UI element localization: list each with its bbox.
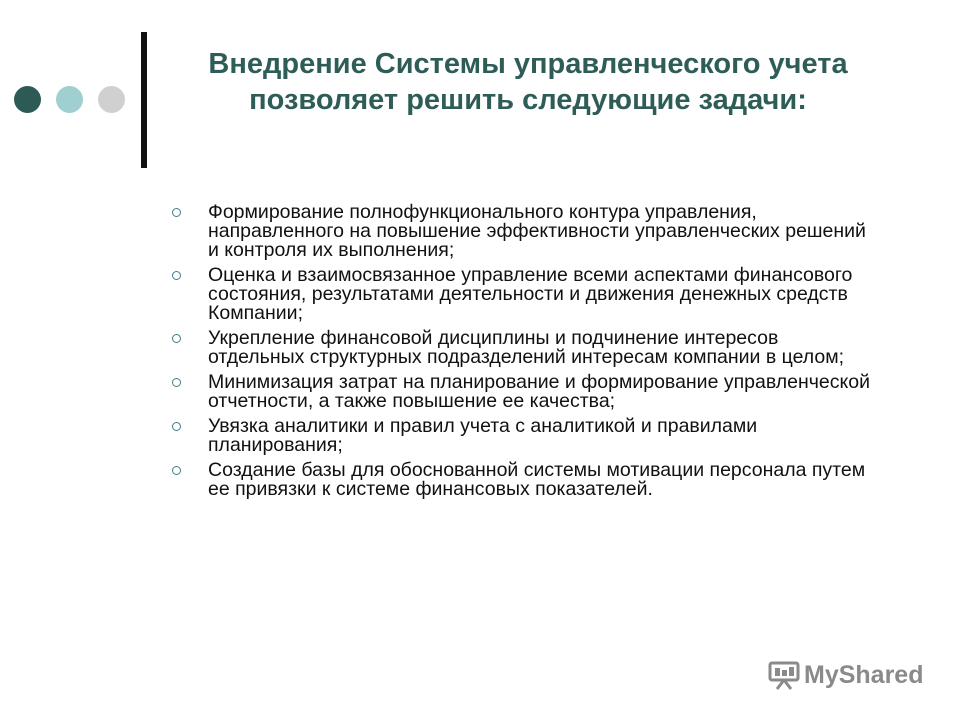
watermark-text: MyShared [804, 660, 924, 689]
task-list [170, 203, 870, 505]
slide-title-line-2: позволяет решить следующие задачи: [249, 84, 807, 116]
list-item-text: Увязка аналитики и правил учета с аналитикой и правилами планирования; [208, 415, 758, 456]
myshared-watermark [768, 658, 923, 692]
list-item-text: Создание базы для обоснованной системы мотивации персонала путем ее привязки к системе финансовых показателей. [208, 459, 866, 500]
list-item-text: Укрепление финансовой дисциплины и подчинение интересов отдельных структурных подразделений интересам компании в целом; [208, 327, 845, 368]
slide-title [148, 46, 908, 118]
list-item [170, 266, 870, 323]
list-item [170, 461, 870, 499]
bullet-circle-icon [172, 208, 181, 217]
gray-dot [98, 86, 125, 113]
bullet-circle-icon [172, 378, 181, 387]
light-teal-dot [56, 86, 83, 113]
bullet-circle-icon [172, 271, 181, 280]
slide-title-line-1: Внедрение Системы управленческого учета [208, 48, 848, 80]
list-item [170, 417, 870, 455]
list-item [170, 373, 870, 411]
presentation-board-icon [768, 660, 800, 690]
bullet-circle-icon [172, 422, 181, 431]
list-item [170, 329, 870, 367]
list-item-text: Оценка и взаимосвязанное управление всеми аспектами финансового состояния, результатами деятельности и движения денежных средств Компании; [208, 264, 853, 324]
list-item-text: Минимизация затрат на планирование и формирование управленческой отчетности, а также повышение ее качества; [208, 371, 870, 412]
bullet-circle-icon [172, 466, 181, 475]
list-item [170, 203, 870, 260]
bullet-circle-icon [172, 334, 181, 343]
title-divider-line [141, 32, 147, 168]
decorative-dots [14, 86, 124, 114]
dark-teal-dot [14, 86, 41, 113]
list-item-text: Формирование полнофункционального контура управления, направленного на повышение эффективности управленческих решений и контроля их выполнения; [208, 201, 866, 261]
